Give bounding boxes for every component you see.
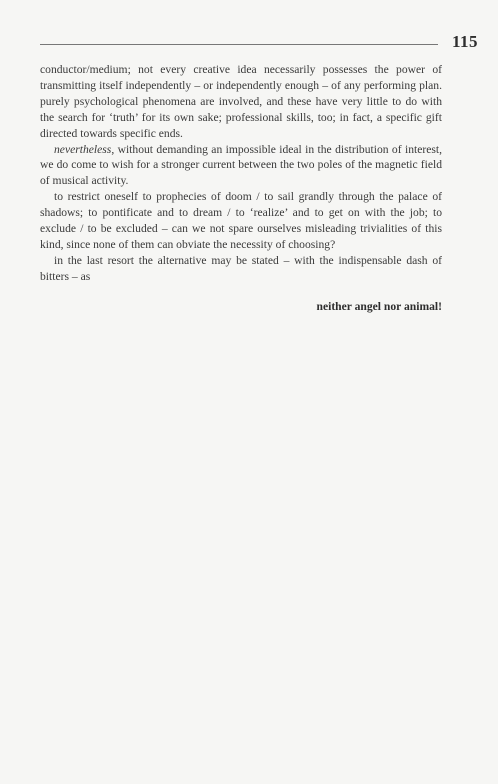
page-number: 115 bbox=[452, 32, 479, 51]
body-text bbox=[40, 62, 442, 285]
closing-line: neither angel nor animal! bbox=[316, 300, 442, 313]
paragraph-2-italic: nevertheless bbox=[54, 142, 112, 156]
header-rule bbox=[40, 44, 438, 45]
paragraph-1: conductor/medium; not every creative idea necessarily possesses the power of transmitting itself independently – or independently enough – of any performing plan. purely psychological phenomena are involved, and these have very little to do with the search for ‘truth’ for its own sake; professional skills, too; in fact, a specific gift directed towards specific ends. bbox=[40, 63, 442, 140]
paragraph-2 bbox=[40, 142, 442, 190]
paragraph-2-text: , without demanding an impossible ideal in the distribution of interest, we do come to wish for a stronger current between the two poles of the magnetic field of musical activity. bbox=[40, 142, 442, 188]
paragraph-4: in the last resort the alternative may be stated – with the indispensable dash of bitters – as bbox=[40, 253, 442, 283]
paragraph-3: to restrict oneself to prophecies of doom / to sail grandly through the palace of shadows; to pontificate and to dream / to ‘realize’ and to get on with the job; to exclude / to be excluded – can we not spare ourselves misleading trivialities of this kind, since none of them can obviate the necessity of choosing? bbox=[40, 190, 442, 251]
